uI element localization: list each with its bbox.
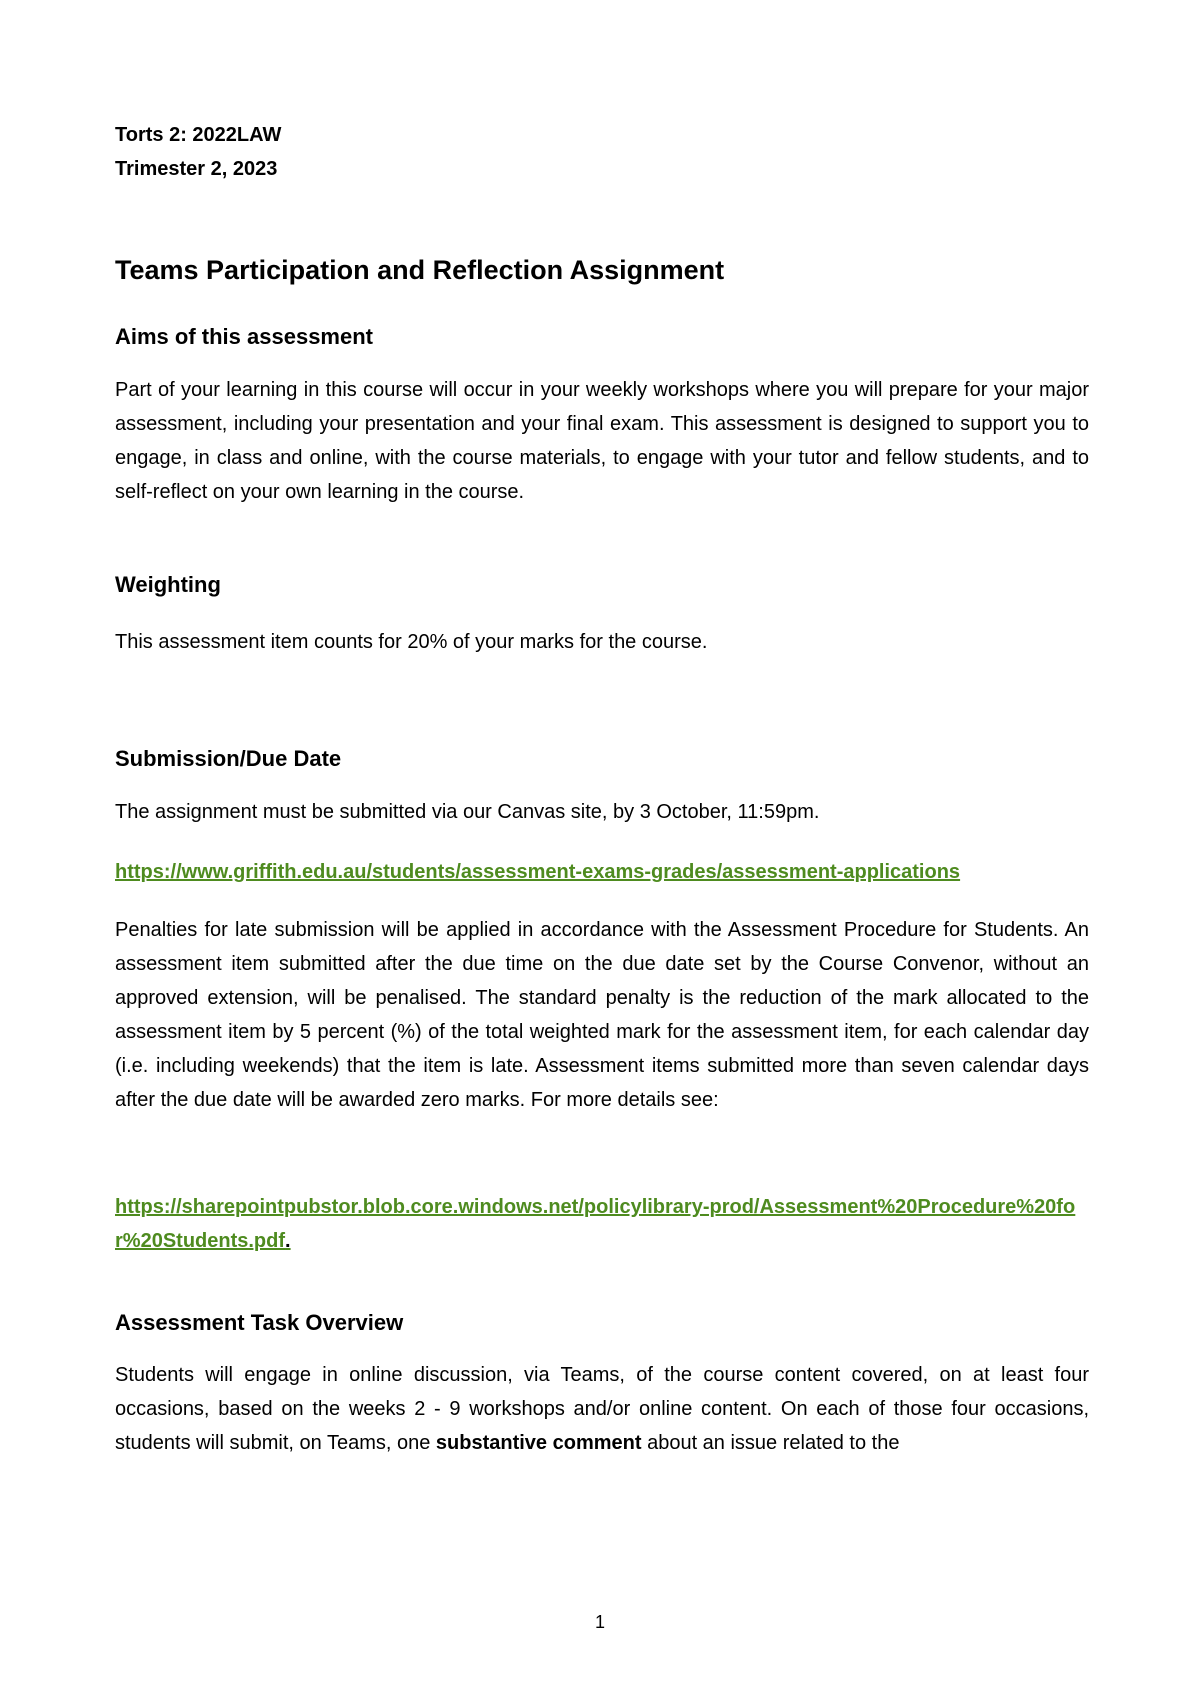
- weighting-paragraph: This assessment item counts for 20% of your marks for the course.: [115, 631, 708, 653]
- aims-paragraph: Part of your learning in this course will occur in your weekly workshops where you will prepare for your major assessment, including your presentation and your final exam. This assessment is designed to support you to engage, in class and online, with the course materials, to engage with your tutor and fellow students, and to self-reflect on your own learning in the course.: [115, 379, 1089, 503]
- overview-text-start: Students will engage in online discussion, via Teams, of the course content covered, on at least four occasions, based on the weeks 2 - 9 workshops and/or online content. On each of those four occasions, students will submit, on Teams, one: [115, 1364, 1089, 1454]
- penalties-paragraph: Penalties for late submission will be applied in accordance with the Assessment Procedure for Students. An assessment item submitted after the due time on the due date set by the Course Convenor, without an approved extension, will be penalised. The standard penalty is the reduction of the mark allocated to the assessment item by 5 percent (%) of the total weighted mark for the assessment item, for each calendar day (i.e. including weekends) that the item is late. Assessment items submitted more than seven calendar days after the due date will be awarded zero marks. For more details see:: [115, 919, 1089, 1111]
- assessment-procedure-link-text[interactable]: https://sharepointpubstor.blob.core.windows.net/policylibrary-prod/Assessment%20Procedure%20for%20Students.pdf: [115, 1196, 1076, 1252]
- document-title: Teams Participation and Reflection Assignment: [115, 255, 725, 285]
- trimester-line: Trimester 2, 2023: [115, 158, 278, 180]
- overview-paragraph: [115, 1358, 1089, 1460]
- aims-heading: Aims of this assessment: [115, 324, 373, 349]
- overview-text-end: about an issue related to the: [641, 1432, 900, 1454]
- course-code-line: Torts 2: 2022LAW: [115, 124, 282, 146]
- link-suffix: .: [285, 1230, 291, 1252]
- page-number: 1: [594, 1612, 605, 1632]
- weighting-heading: Weighting: [115, 572, 221, 597]
- submission-heading: Submission/Due Date: [115, 746, 342, 771]
- overview-heading: Assessment Task Overview: [115, 1310, 404, 1335]
- assessment-procedure-link[interactable]: [115, 1190, 1089, 1258]
- assessment-applications-link[interactable]: [115, 855, 1089, 889]
- page-content: [115, 118, 1089, 1454]
- submission-paragraph: The assignment must be submitted via our Canvas site, by 3 October, 11:59pm.: [115, 801, 820, 823]
- overview-bold-phrase: substantive comment: [435, 1432, 642, 1454]
- assessment-applications-link-text[interactable]: https://www.griffith.edu.au/students/assessment-exams-grades/assessment-applications: [115, 861, 961, 883]
